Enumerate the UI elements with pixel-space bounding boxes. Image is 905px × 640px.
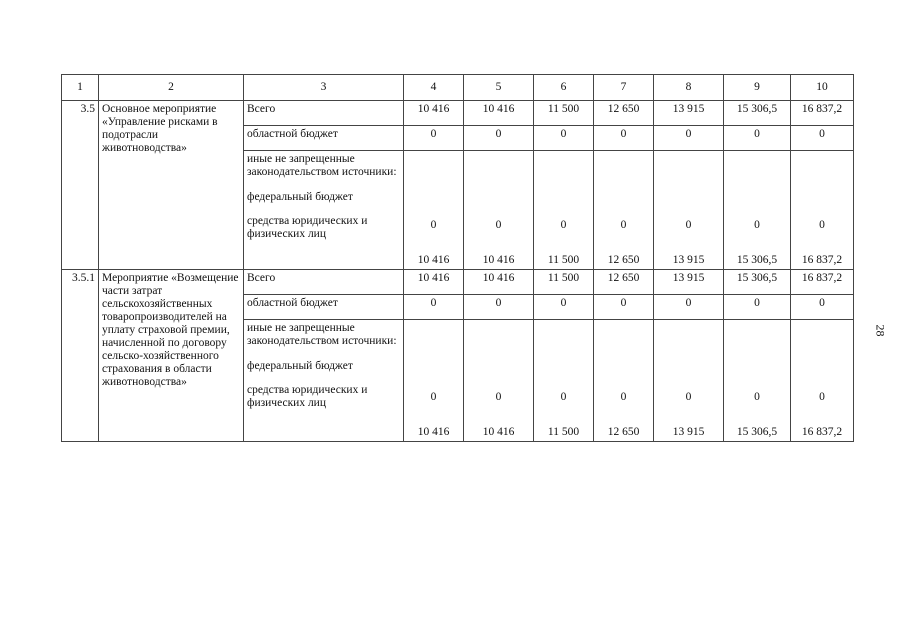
- header-cell: 10: [791, 75, 854, 101]
- value-cell: 0: [404, 126, 464, 151]
- value-cell: 10 416: [464, 101, 534, 126]
- other-sources-label: иные не запрещенные законодательством источники:: [247, 153, 397, 178]
- value-cell: 0 10 416: [404, 151, 464, 270]
- header-cell: 6: [534, 75, 594, 101]
- value-cell: 0: [654, 295, 724, 320]
- table-row: [62, 270, 854, 295]
- value-cell: 0 16 837,2: [791, 151, 854, 270]
- budget-table: [61, 74, 854, 442]
- other-sources-label: иные не запрещенные законодательством источники:: [247, 322, 397, 347]
- header-cell: 2: [99, 75, 244, 101]
- value-cell: 0 16 837,2: [791, 320, 854, 442]
- source-label: Всего: [244, 270, 404, 295]
- section-name: Основное мероприятие «Управление рисками в подотрасли животноводства»: [99, 101, 244, 270]
- value-cell: 0 10 416: [464, 151, 534, 270]
- value-cell: 0: [534, 126, 594, 151]
- value-cell: 11 500: [534, 270, 594, 295]
- value-cell: 0 15 306,5: [724, 151, 791, 270]
- value-cell: 0 12 650: [594, 151, 654, 270]
- value-cell: 0: [404, 295, 464, 320]
- value-cell: 0: [534, 295, 594, 320]
- page-number: 28: [873, 324, 888, 337]
- value-cell: 0 11 500: [534, 151, 594, 270]
- source-label: областной бюджет: [244, 126, 404, 151]
- section-name: Мероприятие «Возмещение части затрат сельскохозяйственных товаропроизводителей на уплату страховой премии, начисленной по договору сельско-хозяйственного страхования в области животноводства»: [99, 270, 244, 442]
- value-cell: 13 915: [654, 270, 724, 295]
- header-cell: 4: [404, 75, 464, 101]
- value-cell: 0 10 416: [464, 320, 534, 442]
- section-code: 3.5: [62, 101, 99, 270]
- header-row: [62, 75, 854, 101]
- header-cell: 9: [724, 75, 791, 101]
- table-row: [62, 101, 854, 126]
- value-cell: 0: [464, 295, 534, 320]
- value-cell: 0: [464, 126, 534, 151]
- value-cell: 12 650: [594, 270, 654, 295]
- value-cell: 0 11 500: [534, 320, 594, 442]
- value-cell: 0 13 915: [654, 320, 724, 442]
- value-cell: 13 915: [654, 101, 724, 126]
- header-cell: 3: [244, 75, 404, 101]
- source-label: федеральный бюджет: [247, 360, 353, 372]
- value-cell: 10 416: [404, 101, 464, 126]
- value-cell: 15 306,5: [724, 101, 791, 126]
- value-cell: 0: [594, 126, 654, 151]
- value-cell: 0: [654, 126, 724, 151]
- value-cell: 0: [791, 295, 854, 320]
- value-cell: 12 650: [594, 101, 654, 126]
- value-cell: 16 837,2: [791, 270, 854, 295]
- value-cell: 0 15 306,5: [724, 320, 791, 442]
- header-cell: 7: [594, 75, 654, 101]
- value-cell: 16 837,2: [791, 101, 854, 126]
- section-code: 3.5.1: [62, 270, 99, 442]
- value-cell: 0: [724, 126, 791, 151]
- value-cell: 10 416: [464, 270, 534, 295]
- value-cell: 0 13 915: [654, 151, 724, 270]
- source-label: Всего: [244, 101, 404, 126]
- value-cell: 0 12 650: [594, 320, 654, 442]
- value-cell: 0: [724, 295, 791, 320]
- header-cell: 1: [62, 75, 99, 101]
- value-cell: 15 306,5: [724, 270, 791, 295]
- source-label: средства юридических и физических лиц: [247, 384, 368, 409]
- source-label: средства юридических и физических лиц: [247, 215, 368, 240]
- value-cell: 11 500: [534, 101, 594, 126]
- source-label: федеральный бюджет: [247, 191, 353, 203]
- header-cell: 5: [464, 75, 534, 101]
- other-sources-cell: [244, 320, 404, 442]
- value-cell: 10 416: [404, 270, 464, 295]
- other-sources-cell: [244, 151, 404, 270]
- source-label: областной бюджет: [244, 295, 404, 320]
- value-cell: 0: [791, 126, 854, 151]
- header-cell: 8: [654, 75, 724, 101]
- value-cell: 0: [594, 295, 654, 320]
- value-cell: 0 10 416: [404, 320, 464, 442]
- table-body: [62, 75, 854, 442]
